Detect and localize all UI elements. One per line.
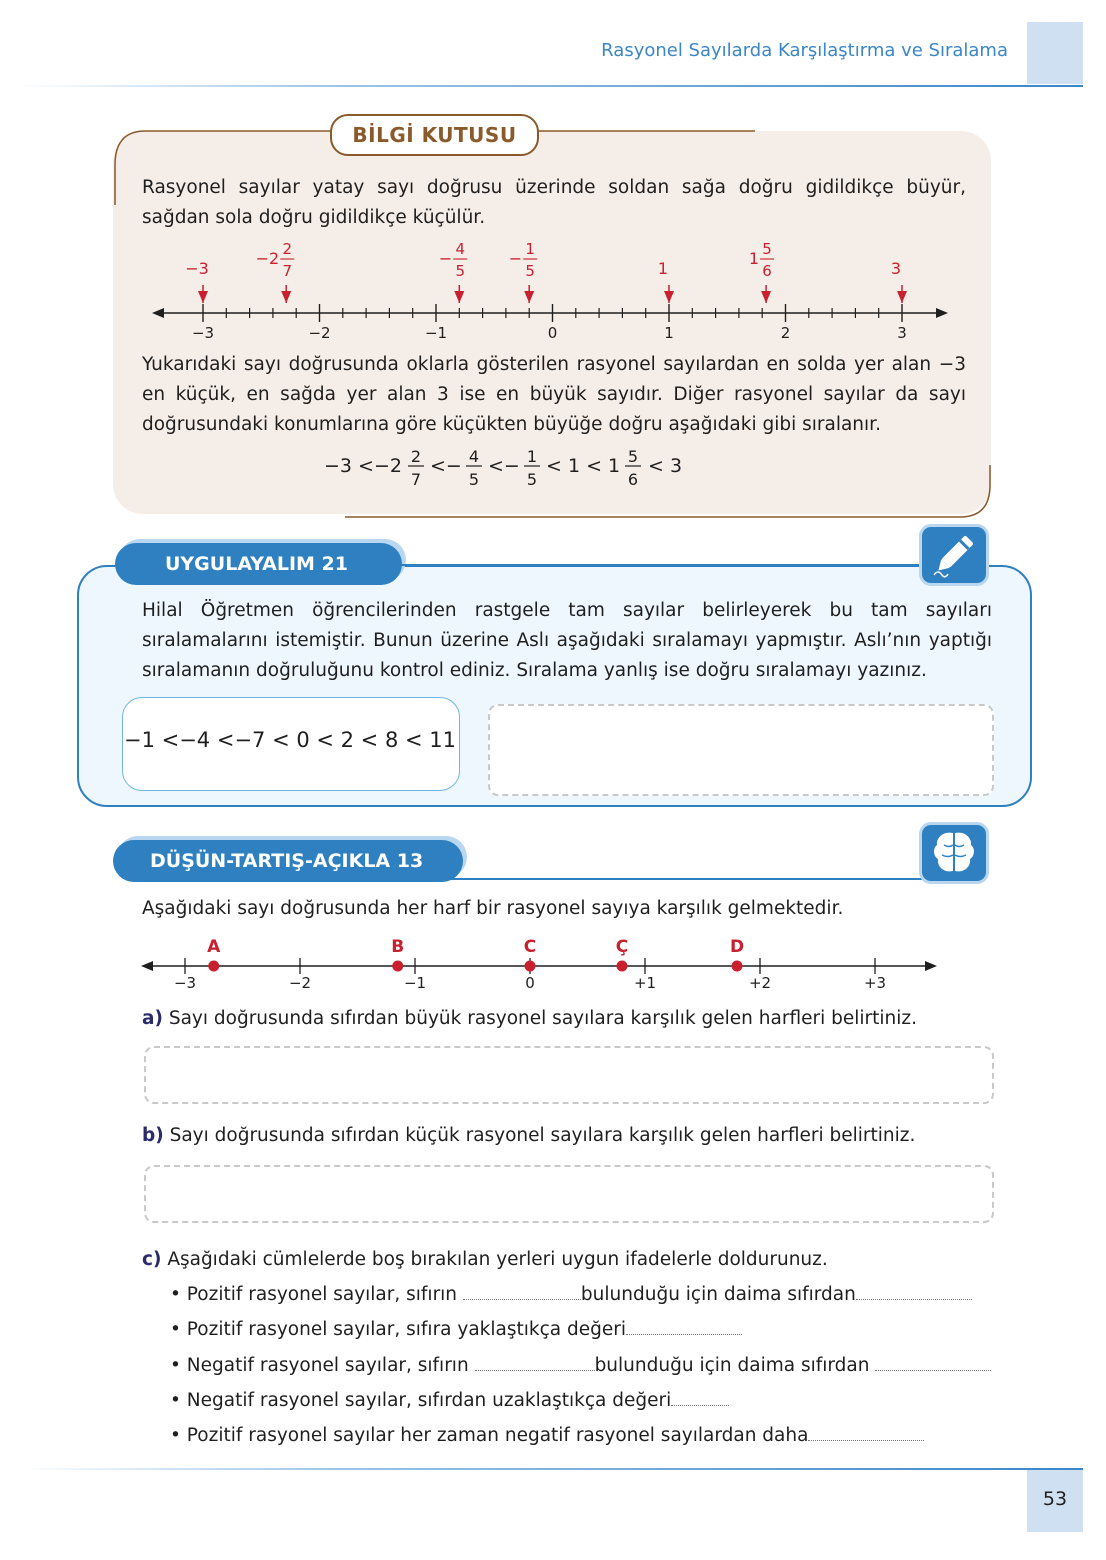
pencil-icon	[919, 524, 989, 586]
order-part-4: < 1 < 1	[546, 455, 621, 477]
letter-point	[732, 961, 743, 972]
order-f2-num: 4	[468, 447, 480, 466]
fill-sentence-3-part-a: Negatif rasyonel sayılar, sıfırın	[186, 1355, 475, 1376]
question-a-text: Sayı doğrusunda sıfırdan büyük rasyonel sayılara karşılık gelen harfleri belirtiniz.	[168, 1008, 917, 1029]
tick-label: 1	[664, 324, 674, 342]
fill-sentence-1-part-b: bulunduğu için daima sıfırdan	[580, 1284, 856, 1305]
point-label-den: 5	[525, 262, 535, 280]
point-label: 1	[657, 259, 669, 278]
point-label-den: 6	[762, 262, 772, 280]
letter-point	[525, 961, 536, 972]
practice-text: Hilal Öğretmen öğrencilerinden rastgele tam sayılar belirleyerek bu tam sayıları sıralamalarını istemiştir. Bunun üzerine Aslı aşağıdaki sıralamayı yapmıştır. Aslı’nın yaptığı sıralamanın doğruluğunu kontrol ediniz. Sıralama yanlış ise doğru sıralamayı yazınız.	[142, 600, 992, 681]
ordering-expression	[318, 443, 698, 493]
letter-point	[392, 961, 403, 972]
page-number: 53	[1042, 1488, 1068, 1510]
point-arrow-head	[454, 291, 464, 303]
fill-sentence-3-part-b: bulunduğu için daima sıfırdan	[594, 1355, 876, 1376]
tick-label: −3	[191, 324, 215, 342]
tick-label: −2	[288, 974, 312, 992]
given-sequence: −1 <−4 <−7 < 0 < 2 < 8 < 11	[123, 728, 456, 752]
discuss-title-rule	[440, 878, 940, 880]
order-f4-den: 6	[627, 470, 639, 489]
tick-label: 0	[547, 324, 558, 342]
point-label-prefix: 1	[748, 249, 760, 268]
point-arrow-head	[281, 291, 291, 303]
point-arrow-head	[897, 291, 907, 303]
order-f3-den: 5	[526, 470, 538, 489]
point-label-prefix: −	[508, 249, 523, 268]
letter-label: D	[729, 937, 745, 957]
axis-arrow-left	[141, 961, 153, 971]
question-b-label: b)	[142, 1125, 164, 1146]
point-arrow-head	[761, 291, 771, 303]
question-b-text: Sayı doğrusunda sıfırdan küçük rasyonel sayılara karşılık gelen harfleri belirtiniz.	[169, 1125, 916, 1146]
question-b	[142, 1125, 915, 1146]
point-label-prefix: −	[438, 249, 453, 268]
fill-sentence-1: • Pozitif rasyonel sayılar, sıfırın bulunduğu için daima sıfırdan	[170, 1284, 972, 1305]
blank-3a[interactable]	[475, 1369, 595, 1371]
tick-label: −1	[403, 974, 427, 992]
point-label-num: 5	[762, 240, 772, 258]
point-label-den: 7	[282, 262, 292, 280]
tick-label: −2	[308, 324, 331, 342]
tick-label: −3	[173, 974, 197, 992]
tick-label: +1	[633, 974, 657, 992]
answer-b-area[interactable]	[144, 1165, 994, 1223]
fill-sentence-3: • Negatif rasyonel sayılar, sıfırın bulunduğu için daima sıfırdan	[170, 1355, 991, 1376]
question-a	[142, 1008, 917, 1029]
blank-2[interactable]	[626, 1333, 742, 1335]
order-part-1: −3 <−2	[324, 455, 402, 477]
point-label-prefix: −2	[255, 249, 280, 268]
order-part-2: <−	[430, 455, 462, 477]
fill-sentence-5: • Pozitif rasyonel sayılar her zaman negatif rasyonel sayılardan daha	[170, 1425, 924, 1446]
question-a-label: a)	[142, 1008, 163, 1029]
practice-title-rule	[400, 564, 920, 566]
letter-point	[617, 961, 628, 972]
order-f1-den: 7	[410, 470, 422, 489]
letter-label: A	[207, 937, 221, 957]
question-c	[142, 1249, 828, 1270]
point-arrow-head	[524, 291, 534, 303]
order-f4-num: 5	[627, 447, 639, 466]
axis-arrow-left	[152, 308, 164, 318]
tick-label: −1	[424, 324, 448, 342]
discuss-title: DÜŞÜN-TARTIŞ-AÇIKLA 13	[113, 840, 463, 882]
tick-label: 2	[780, 324, 791, 342]
number-line-letters	[135, 932, 945, 994]
discuss-intro: Aşağıdaki sayı doğrusunda her harf bir rasyonel sayıya karşılık gelmektedir.	[142, 898, 844, 919]
tick-label: +2	[748, 974, 772, 992]
point-label: −3	[185, 259, 209, 278]
question-c-label: c)	[142, 1249, 162, 1270]
fill-sentence-2-part-a: Pozitif rasyonel sayılar, sıfıra yaklaştıkça değeri	[186, 1319, 626, 1340]
fill-sentence-5-part-a: Pozitif rasyonel sayılar her zaman negatif rasyonel sayılardan daha	[186, 1425, 809, 1446]
question-c-text: Aşağıdaki cümlelerde boş bırakılan yerleri uygun ifadelerle doldurunuz.	[167, 1249, 828, 1270]
info-box-title: BİLGİ KUTUSU	[330, 114, 539, 156]
order-f1-num: 2	[410, 447, 422, 466]
point-label-den: 5	[455, 262, 466, 280]
order-f3-num: 1	[526, 447, 538, 466]
point-label-num: 2	[282, 240, 292, 258]
blank-1a[interactable]	[463, 1298, 581, 1300]
letter-label: C	[523, 937, 537, 957]
fill-sentence-4: • Negatif rasyonel sayılar, sıfırdan uzaklaştıkça değeri	[170, 1390, 729, 1411]
letter-label: B	[391, 937, 405, 957]
number-line-info	[140, 232, 960, 347]
blank-5[interactable]	[808, 1439, 924, 1441]
info-paragraph-2: Yukarıdaki sayı doğrusunda oklarla gösterilen rasyonel sayılardan en solda yer alan −3 en küçük, en sağda yer alan 3 ise en büyük sayıdır. Diğer rasyonel sayılar da sayı doğrusundaki konumlarına göre küçükten büyüğe doğru aşağıdaki gibi sıralanır.	[142, 354, 966, 435]
point-arrow-head	[664, 291, 674, 303]
tick-label: 3	[897, 324, 907, 342]
blank-4[interactable]	[671, 1404, 729, 1406]
fill-sentence-4-part-a: Negatif rasyonel sayılar, sıfırdan uzaklaştıkça değeri	[186, 1390, 672, 1411]
header-tab	[1027, 22, 1083, 84]
order-part-3: <−	[488, 455, 520, 477]
point-label-num: 4	[455, 240, 466, 258]
axis-arrow-right	[925, 961, 937, 971]
letter-label: Ç	[615, 937, 629, 957]
fill-sentence-1-part-a: Pozitif rasyonel sayılar, sıfırın	[186, 1284, 463, 1305]
tick-label: 0	[525, 974, 535, 992]
info-paragraph-1: Rasyonel sayılar yatay sayı doğrusu üzerinde soldan sağa doğru gidildikçe büyür, sağdan sola doğru gidildikçe küçülür.	[142, 177, 966, 228]
practice-answer-area[interactable]	[488, 704, 994, 796]
fill-sentence-2: • Pozitif rasyonel sayılar, sıfıra yaklaştıkça değeri	[170, 1319, 742, 1340]
blank-1b[interactable]	[856, 1298, 972, 1300]
point-label-num: 1	[525, 240, 535, 258]
running-header: Rasyonel Sayılarda Karşılaştırma ve Sıralama	[601, 40, 1008, 61]
order-part-5: < 3	[648, 455, 683, 477]
practice-title: UYGULAYALIM 21	[115, 543, 402, 585]
header-rule	[20, 85, 1083, 87]
point-label: 3	[890, 259, 902, 278]
order-f2-den: 5	[468, 470, 480, 489]
point-arrow-head	[198, 291, 208, 303]
footer-rule	[20, 1468, 1083, 1470]
blank-3b[interactable]	[875, 1369, 991, 1371]
letter-point	[208, 961, 219, 972]
axis-arrow-right	[936, 308, 948, 318]
answer-a-area[interactable]	[144, 1046, 994, 1104]
tick-label: +3	[863, 974, 887, 992]
brain-icon	[919, 822, 989, 884]
